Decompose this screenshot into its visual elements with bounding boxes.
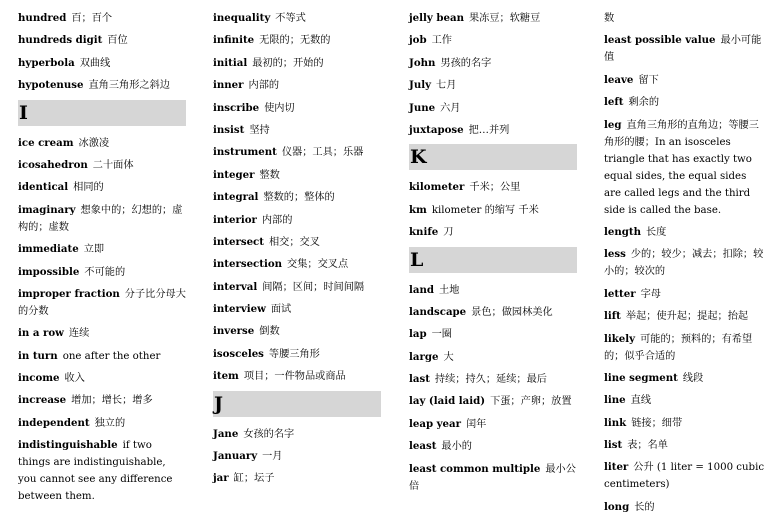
- glossary-entry: [604, 94, 766, 111]
- entry-definition: 想象中的；幻想的；虚构的；虚数: [18, 204, 183, 233]
- glossary-entry: [604, 437, 766, 454]
- entry-term: infinite: [213, 34, 255, 47]
- glossary-entry: [409, 224, 577, 241]
- entry-definition: 坚持: [249, 124, 270, 136]
- column-1: [18, 10, 186, 511]
- entry-definition: 剩余的: [628, 97, 660, 109]
- entry-definition: 下蛋；产卵；放置: [490, 396, 572, 408]
- glossary-entry: [213, 100, 381, 117]
- entry-definition: 等腰三角形: [268, 348, 320, 360]
- glossary-entry: [213, 32, 381, 49]
- entry-term: increase: [18, 394, 67, 407]
- glossary-entry: [213, 448, 381, 465]
- glossary-entry: [213, 189, 381, 206]
- glossary-entry: [604, 286, 766, 303]
- entry-term: job: [409, 34, 427, 47]
- column-3: [409, 10, 577, 500]
- glossary-entry: [409, 100, 577, 117]
- glossary-entry: [213, 470, 381, 487]
- entry-definition: 连续: [68, 328, 90, 340]
- glossary-entry: [213, 122, 381, 139]
- entry-definition: 缸；坛子: [233, 473, 275, 485]
- glossary-entry: [18, 135, 186, 152]
- entry-definition: 面试: [270, 304, 292, 316]
- entry-definition: 数: [604, 13, 615, 24]
- glossary-entry: [18, 392, 186, 409]
- entry-definition: 字母: [640, 288, 661, 300]
- glossary-entry: [213, 212, 381, 229]
- entry-term: kilometer: [409, 181, 465, 194]
- entry-term: in turn: [18, 349, 58, 362]
- entry-definition: 仪器；工具；乐器: [281, 147, 364, 159]
- entry-term: item: [213, 370, 239, 383]
- entry-definition: 长度: [646, 226, 667, 238]
- entry-definition: 独立的: [94, 417, 126, 429]
- glossary-entry: [604, 10, 766, 27]
- entry-definition: 百位: [107, 35, 128, 47]
- entry-term: interior: [213, 213, 257, 226]
- glossary-entry: [409, 122, 577, 139]
- entry-term: instrument: [213, 146, 277, 159]
- glossary-entry: [213, 167, 381, 184]
- entry-definition: 间隔；区间；时间间隔: [262, 281, 365, 293]
- column-2: [213, 10, 381, 493]
- glossary-entry: [409, 10, 577, 27]
- glossary-entry: [604, 459, 766, 493]
- entry-term: likely: [604, 332, 636, 345]
- entry-definition: 持续；持久；延续；最后: [434, 374, 547, 386]
- entry-term: integral: [213, 191, 259, 204]
- entry-term: line segment: [604, 371, 678, 384]
- entry-definition: 一圈: [431, 329, 452, 341]
- entry-definition: 内部的: [248, 80, 280, 92]
- glossary-entry: [213, 77, 381, 94]
- glossary-entry: [409, 349, 577, 366]
- entry-term: interval: [213, 280, 258, 293]
- entry-definition: 工作: [431, 35, 452, 47]
- entry-term: inner: [213, 79, 244, 92]
- entry-term: leg: [604, 118, 622, 131]
- section-heading: J: [213, 391, 381, 417]
- entry-term: jar: [213, 472, 229, 485]
- entry-definition: 倒数: [259, 326, 280, 338]
- entry-term: length: [604, 225, 641, 238]
- glossary-entry: [18, 77, 186, 94]
- glossary-entry: [18, 157, 186, 174]
- entry-term: leave: [604, 73, 634, 86]
- entry-definition: 立即: [83, 244, 105, 256]
- glossary-entry: [604, 32, 766, 66]
- glossary-entry: [409, 416, 577, 433]
- glossary-entry: [604, 117, 766, 219]
- entry-definition: 二十面体: [92, 159, 134, 171]
- glossary-entry: [213, 426, 381, 443]
- entry-term: integer: [213, 168, 255, 181]
- glossary-entry: [604, 72, 766, 89]
- glossary-entry: [409, 326, 577, 343]
- glossary-entry: [18, 348, 186, 365]
- glossary-entry: [213, 234, 381, 251]
- glossary-entry: [18, 286, 186, 320]
- glossary-entry: [213, 346, 381, 363]
- entry-term: improper fraction: [18, 287, 120, 300]
- entry-definition: 不可能的: [84, 266, 126, 278]
- entry-term: inequality: [213, 12, 271, 24]
- entry-term: inscribe: [213, 101, 260, 114]
- entry-term: hundreds digit: [18, 34, 103, 47]
- glossary-entry: [409, 77, 577, 94]
- glossary-entry: [409, 371, 577, 388]
- entry-definition: 链接；细带: [631, 417, 683, 429]
- glossary-entry: [18, 179, 186, 196]
- entry-term: icosahedron: [18, 158, 88, 171]
- entry-definition: 交集；交叉点: [287, 259, 349, 271]
- entry-definition: 使内切: [264, 102, 295, 114]
- entry-term: John: [409, 56, 436, 69]
- glossary-entry: [18, 202, 186, 236]
- entry-term: imaginary: [18, 203, 76, 216]
- entry-definition: 男孩的名字: [440, 57, 492, 69]
- entry-definition: 无限的；无数的: [259, 35, 331, 47]
- glossary-entry: [18, 55, 186, 72]
- entry-definition: 收入: [64, 373, 85, 385]
- entry-definition: 整数: [259, 169, 280, 181]
- entry-definition: 不等式: [275, 13, 306, 24]
- entry-definition: 线段: [682, 372, 704, 384]
- entry-definition: 整数的；整体的: [263, 192, 335, 204]
- entry-term: independent: [18, 416, 90, 429]
- entry-term: landscape: [409, 305, 467, 318]
- entry-definition: 果冻豆；软糖豆: [469, 13, 541, 24]
- entry-term: less: [604, 248, 626, 261]
- entry-term: land: [409, 283, 435, 296]
- entry-definition: 直线: [630, 395, 652, 407]
- column-4: [604, 10, 766, 521]
- entry-definition: 可能的；预料的；有希望的；似乎合适的: [604, 333, 753, 362]
- entry-term: June: [409, 101, 436, 114]
- glossary-entry: [18, 325, 186, 342]
- glossary-entry: [604, 392, 766, 409]
- glossary-entry: [409, 461, 577, 495]
- glossary-entry: [409, 32, 577, 49]
- section-heading: K: [409, 144, 577, 170]
- entry-definition: 双曲线: [79, 57, 111, 69]
- entry-definition: 七月: [436, 80, 457, 92]
- entry-term: km: [409, 203, 427, 216]
- glossary-entry: [213, 10, 381, 27]
- entry-definition: 增加；增长；增多: [71, 395, 153, 407]
- entry-definition: kilometer 的缩写 千米: [431, 204, 539, 216]
- entry-definition: 最小的: [441, 441, 472, 453]
- entry-definition: 直角三角形之斜边: [88, 80, 170, 92]
- glossary-entry: [604, 224, 766, 241]
- entry-term: lap: [409, 328, 427, 341]
- entry-term: jelly bean: [409, 12, 464, 24]
- glossary-entry: [604, 499, 766, 516]
- glossary-entry: [213, 368, 381, 385]
- glossary-entry: [18, 437, 186, 505]
- entry-term: interview: [213, 303, 266, 316]
- entry-term: hundred: [18, 12, 67, 24]
- entry-term: last: [409, 373, 430, 386]
- entry-definition: 表；名单: [627, 440, 668, 452]
- entry-term: long: [604, 500, 630, 513]
- glossary-entry: [604, 246, 766, 280]
- entry-term: hypotenuse: [18, 79, 84, 92]
- entry-definition: 冰激凌: [78, 137, 110, 149]
- entry-term: lift: [604, 310, 621, 323]
- glossary-entry: [604, 370, 766, 387]
- glossary-entry: [409, 393, 577, 410]
- glossary-entry: [409, 179, 577, 196]
- entry-term: income: [18, 372, 60, 385]
- entry-definition: 大: [443, 351, 454, 363]
- glossary-entry: [213, 323, 381, 340]
- entry-definition: 长的: [634, 501, 655, 513]
- entry-term: July: [409, 79, 432, 92]
- glossary-entry: [213, 301, 381, 318]
- glossary-entry: [18, 241, 186, 258]
- entry-term: inverse: [213, 325, 255, 338]
- entry-definition: 最初的；开始的: [252, 57, 324, 69]
- entry-term: initial: [213, 56, 248, 69]
- glossary-entry: [409, 438, 577, 455]
- glossary-entry: [604, 331, 766, 365]
- glossary-entry: [18, 32, 186, 49]
- entry-definition: 最小公倍: [409, 463, 576, 492]
- entry-term: large: [409, 350, 439, 363]
- entry-definition: one after the other: [62, 350, 161, 362]
- glossary-entry: [604, 415, 766, 432]
- glossary-entry: [18, 10, 186, 27]
- glossary-entry: [213, 144, 381, 161]
- entry-definition: 最小可能值: [604, 35, 762, 64]
- entry-term: in a row: [18, 327, 64, 340]
- entry-definition: 直角三角形的直角边；等腰三角形的腰；In an isosceles triangle that has exactly two equal sides, the equal sides are called legs and the third side is called the base.: [604, 119, 759, 216]
- entry-term: identical: [18, 181, 69, 194]
- entry-term: ice cream: [18, 136, 74, 149]
- entry-term: intersection: [213, 258, 283, 271]
- entry-term: line: [604, 394, 626, 407]
- entry-term: left: [604, 96, 624, 109]
- entry-definition: 内部的: [261, 214, 293, 226]
- entry-term: isosceles: [213, 347, 264, 360]
- glossary-entry: [409, 55, 577, 72]
- entry-definition: 把…并列: [468, 124, 510, 136]
- entry-term: immediate: [18, 243, 79, 256]
- glossary-entry: [409, 304, 577, 321]
- glossary-entry: [18, 264, 186, 281]
- entry-term: impossible: [18, 265, 80, 278]
- entry-definition: 刀: [443, 227, 454, 239]
- entry-definition: 分子比分母大的分数: [18, 288, 186, 317]
- entry-term: January: [213, 450, 258, 463]
- entry-definition: 女孩的名字: [243, 428, 295, 440]
- entry-term: lay (laid laid): [409, 395, 486, 408]
- entry-term: least common multiple: [409, 462, 541, 475]
- entry-definition: 公升 (1 liter = 1000 cubic centimeters): [604, 462, 765, 491]
- glossary-entry: [18, 415, 186, 432]
- glossary-entry: [213, 279, 381, 296]
- glossary-entry: [18, 370, 186, 387]
- entry-definition: 相交；交叉: [268, 236, 320, 248]
- entry-definition: 一月: [262, 451, 283, 463]
- entry-definition: 留下: [638, 74, 659, 86]
- entry-definition: 百；百个: [71, 13, 113, 24]
- entry-term: list: [604, 439, 623, 452]
- entry-term: link: [604, 416, 627, 429]
- entry-definition: 项目；一件物品或商品: [243, 371, 346, 383]
- entry-term: letter: [604, 287, 636, 300]
- entry-definition: 相同的: [73, 182, 104, 194]
- entry-definition: 少的；较少；减去；扣除；较小的；较次的: [604, 249, 764, 278]
- entry-definition: 闰年: [466, 418, 487, 430]
- entry-term: knife: [409, 226, 439, 239]
- glossary-entry: [213, 55, 381, 72]
- entry-term: Jane: [213, 427, 239, 440]
- entry-term: juxtapose: [409, 123, 464, 136]
- entry-term: insist: [213, 123, 245, 136]
- entry-definition: if two things are indistinguishable, you cannot see any difference between them.: [18, 440, 173, 503]
- section-heading: L: [409, 247, 577, 273]
- glossary-entry: [409, 202, 577, 219]
- entry-term: intersect: [213, 235, 264, 248]
- entry-definition: 千米；公里: [469, 182, 521, 194]
- glossary-entry: [213, 256, 381, 273]
- entry-definition: 六月: [440, 102, 461, 114]
- entry-term: least: [409, 440, 437, 453]
- entry-definition: 举起；使升起；提起；抬起: [625, 311, 749, 323]
- glossary-entry: [409, 282, 577, 299]
- section-heading: I: [18, 100, 186, 126]
- glossary-entry: [604, 308, 766, 325]
- entry-definition: 土地: [439, 284, 460, 296]
- entry-term: hyperbola: [18, 56, 75, 69]
- entry-term: leap year: [409, 417, 461, 430]
- entry-term: least possible value: [604, 34, 716, 47]
- entry-definition: 景色；做园林美化: [471, 306, 553, 318]
- entry-term: liter: [604, 461, 629, 474]
- entry-term: indistinguishable: [18, 439, 118, 452]
